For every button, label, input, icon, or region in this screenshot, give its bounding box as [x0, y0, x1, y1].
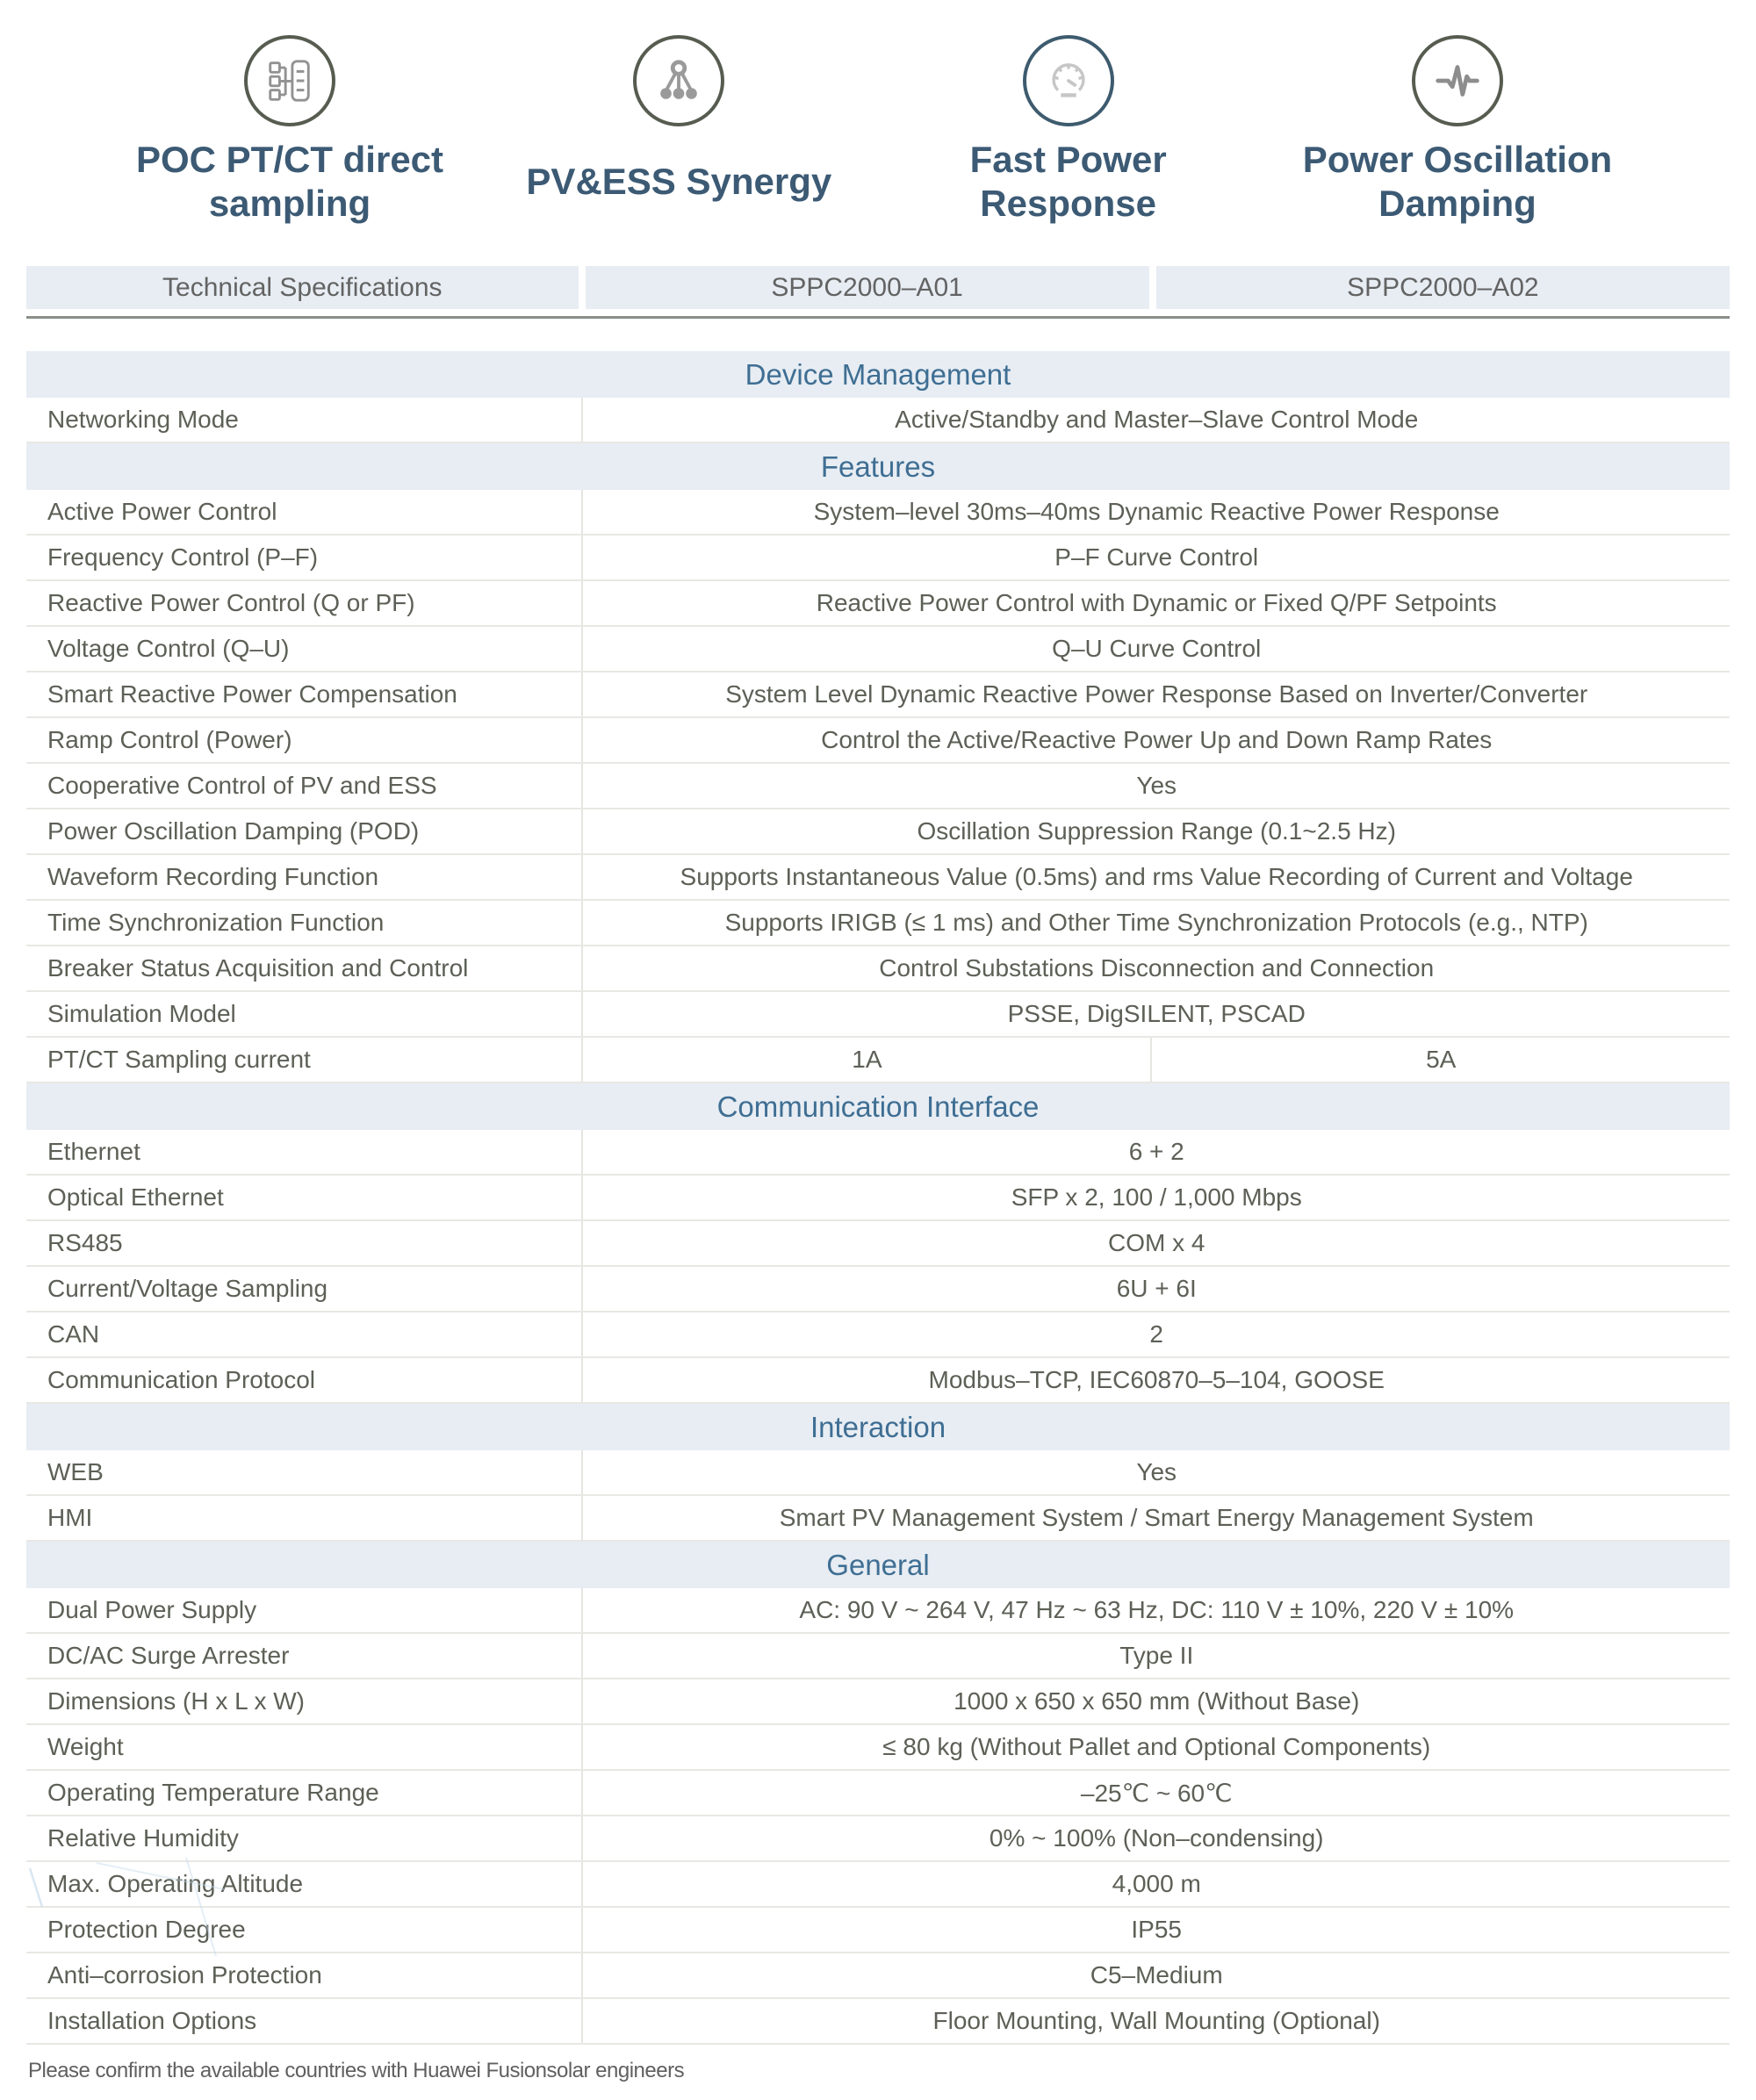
table-row	[26, 1862, 1730, 1908]
section-title: Communication Interface	[716, 1090, 1040, 1123]
spec-value: Yes	[581, 1450, 1730, 1494]
table-row	[26, 992, 1730, 1038]
table-row	[26, 1130, 1730, 1176]
spec-label: Protection Degree	[47, 1916, 246, 1943]
spec-label: Networking Mode	[47, 406, 239, 433]
header-col-model-a02: SPPC2000–A02	[1156, 266, 1730, 309]
section-title: Interaction	[810, 1410, 946, 1443]
spec-label: Smart Reactive Power Compensation	[47, 680, 457, 708]
spec-value: 6 + 2	[581, 1130, 1730, 1174]
table-header-row	[26, 266, 1730, 309]
spec-value: 1A	[581, 1038, 1150, 1082]
spec-value: Supports Instantaneous Value (0.5ms) and rms Value Recording of Current and Voltage	[581, 855, 1730, 899]
section-title: General	[826, 1548, 930, 1581]
header-col-model-a01: SPPC2000–A01	[586, 266, 1149, 309]
feature-item-fast-power-response	[875, 35, 1262, 227]
feature-item-poc-sampling	[97, 35, 483, 227]
spec-label: Waveform Recording Function	[47, 863, 379, 890]
spec-value: Smart PV Management System / Smart Energy Management System	[581, 1496, 1730, 1540]
section-header	[26, 1404, 1730, 1450]
table-row	[26, 764, 1730, 809]
table-row	[26, 1634, 1730, 1679]
spec-value: Floor Mounting, Wall Mounting (Optional)	[581, 1999, 1730, 2043]
spec-value: 1000 x 650 x 650 mm (Without Base)	[581, 1679, 1730, 1723]
spec-label: Ramp Control (Power)	[47, 726, 292, 753]
header-rule	[26, 316, 1730, 319]
table-row	[26, 855, 1730, 901]
table-row	[26, 1588, 1730, 1634]
table-row	[26, 536, 1730, 581]
spec-label: HMI	[47, 1504, 93, 1531]
table-row	[26, 1908, 1730, 1953]
spec-value: P–F Curve Control	[581, 536, 1730, 579]
table-row	[26, 809, 1730, 855]
spec-label: Active Power Control	[47, 498, 277, 525]
spec-label: Weight	[47, 1733, 124, 1760]
table-row	[26, 1725, 1730, 1771]
table-row	[26, 672, 1730, 718]
network-icon	[633, 35, 724, 126]
section-header	[26, 351, 1730, 398]
feature-label: PV&ESS Synergy	[526, 161, 832, 203]
header-col-specs: Technical Specifications	[26, 266, 579, 309]
features-bar	[0, 0, 1756, 227]
table-row	[26, 946, 1730, 992]
section-title: Device Management	[745, 357, 1011, 391]
spec-label: Dual Power Supply	[47, 1596, 257, 1623]
spec-value: C5–Medium	[581, 1953, 1730, 1997]
spec-label: Max. Operating Altitude	[47, 1870, 304, 1897]
spec-label: WEB	[47, 1458, 104, 1485]
section-header	[26, 1542, 1730, 1588]
spec-table	[26, 266, 1730, 2045]
spec-label: Ethernet	[47, 1138, 140, 1165]
feature-label: Fast Power Response	[969, 139, 1167, 224]
spec-label: Time Synchronization Function	[47, 909, 385, 936]
spec-label: Communication Protocol	[47, 1366, 316, 1393]
spec-label: Simulation Model	[47, 1000, 236, 1027]
section-header	[26, 1083, 1730, 1130]
spec-label: Breaker Status Acquisition and Control	[47, 954, 469, 982]
spec-label: Power Oscillation Damping (POD)	[47, 817, 420, 845]
table-row	[26, 490, 1730, 536]
spec-value: Supports IRIGB (≤ 1 ms) and Other Time Synchronization Protocols (e.g., NTP)	[581, 901, 1730, 945]
section-title: Features	[820, 449, 936, 483]
table-row	[26, 1953, 1730, 1999]
table-row	[26, 1312, 1730, 1358]
feature-label: Power Oscillation Damping	[1302, 139, 1613, 224]
spec-value: Active/Standby and Master–Slave Control Mode	[581, 398, 1730, 442]
table-row	[26, 398, 1730, 443]
feature-label: POC PT/CT direct sampling	[135, 139, 444, 224]
spec-value: Q–U Curve Control	[581, 627, 1730, 671]
table-row	[26, 1679, 1730, 1725]
spec-value: Oscillation Suppression Range (0.1~2.5 Hz)	[581, 809, 1730, 853]
table-row	[26, 1176, 1730, 1221]
table-row	[26, 1358, 1730, 1404]
feature-item-pv-ess-synergy	[486, 35, 872, 227]
spec-value: Control the Active/Reactive Power Up and Down Ramp Rates	[581, 718, 1730, 762]
table-row	[26, 1496, 1730, 1542]
spec-label: Dimensions (H x L x W)	[47, 1687, 306, 1715]
spec-value: System Level Dynamic Reactive Power Response Based on Inverter/Converter	[581, 672, 1730, 716]
spec-value: Modbus–TCP, IEC60870–5–104, GOOSE	[581, 1358, 1730, 1402]
spec-label: Anti–corrosion Protection	[47, 1961, 322, 1989]
table-row	[26, 901, 1730, 946]
spec-value: 4,000 m	[581, 1862, 1730, 1906]
table-row	[26, 627, 1730, 672]
table-row	[26, 718, 1730, 764]
spec-label: Voltage Control (Q–U)	[47, 635, 290, 662]
table-row	[26, 1771, 1730, 1816]
spec-table-body	[26, 351, 1730, 2045]
spec-value: System–level 30ms–40ms Dynamic Reactive Power Response	[581, 490, 1730, 534]
hierarchy-icon	[244, 35, 335, 126]
footnote: Please confirm the available countries with Huawei Fusionsolar engineers	[28, 2059, 685, 2082]
spec-value: Type II	[581, 1634, 1730, 1678]
spec-label: Frequency Control (P–F)	[47, 543, 319, 571]
spec-value: Control Substations Disconnection and Connection	[581, 946, 1730, 990]
spec-label: Operating Temperature Range	[47, 1779, 379, 1806]
spec-value: 0% ~ 100% (Non–condensing)	[581, 1816, 1730, 1860]
spec-label: Relative Humidity	[47, 1824, 239, 1852]
spec-value: 2	[581, 1312, 1730, 1356]
table-row	[26, 1221, 1730, 1267]
spec-value: COM x 4	[581, 1221, 1730, 1265]
table-row	[26, 581, 1730, 627]
spec-value: Reactive Power Control with Dynamic or Fixed Q/PF Setpoints	[581, 581, 1730, 625]
spec-value: SFP x 2, 100 / 1,000 Mbps	[581, 1176, 1730, 1219]
pulse-icon	[1412, 35, 1503, 126]
spec-label: Cooperative Control of PV and ESS	[47, 772, 437, 799]
spec-value: 5A	[1150, 1038, 1730, 1082]
table-row	[26, 1999, 1730, 2045]
spec-label: Reactive Power Control (Q or PF)	[47, 589, 415, 616]
spec-value: Yes	[581, 764, 1730, 808]
spec-label: Current/Voltage Sampling	[47, 1275, 328, 1302]
spec-label: RS485	[47, 1229, 123, 1256]
feature-item-power-oscillation-damping	[1264, 35, 1651, 227]
gauge-icon	[1023, 35, 1114, 126]
section-header	[26, 443, 1730, 490]
spec-label: PT/CT Sampling current	[47, 1046, 311, 1073]
spec-value: 6U + 6I	[581, 1267, 1730, 1311]
spec-label: Optical Ethernet	[47, 1183, 224, 1211]
spec-label: DC/AC Surge Arrester	[47, 1642, 290, 1669]
spec-value: PSSE, DigSILENT, PSCAD	[581, 992, 1730, 1036]
table-row	[26, 1267, 1730, 1312]
spec-value: AC: 90 V ~ 264 V, 47 Hz ~ 63 Hz, DC: 110 V ± 10%, 220 V ± 10%	[581, 1588, 1730, 1632]
spec-value: ≤ 80 kg (Without Pallet and Optional Components)	[581, 1725, 1730, 1769]
table-row	[26, 1450, 1730, 1496]
table-row	[26, 1038, 1730, 1083]
table-row	[26, 1816, 1730, 1862]
spec-value: –25℃ ~ 60℃	[581, 1771, 1730, 1815]
spec-label: Installation Options	[47, 2007, 257, 2034]
spec-value: IP55	[581, 1908, 1730, 1952]
spec-label: CAN	[47, 1320, 100, 1348]
